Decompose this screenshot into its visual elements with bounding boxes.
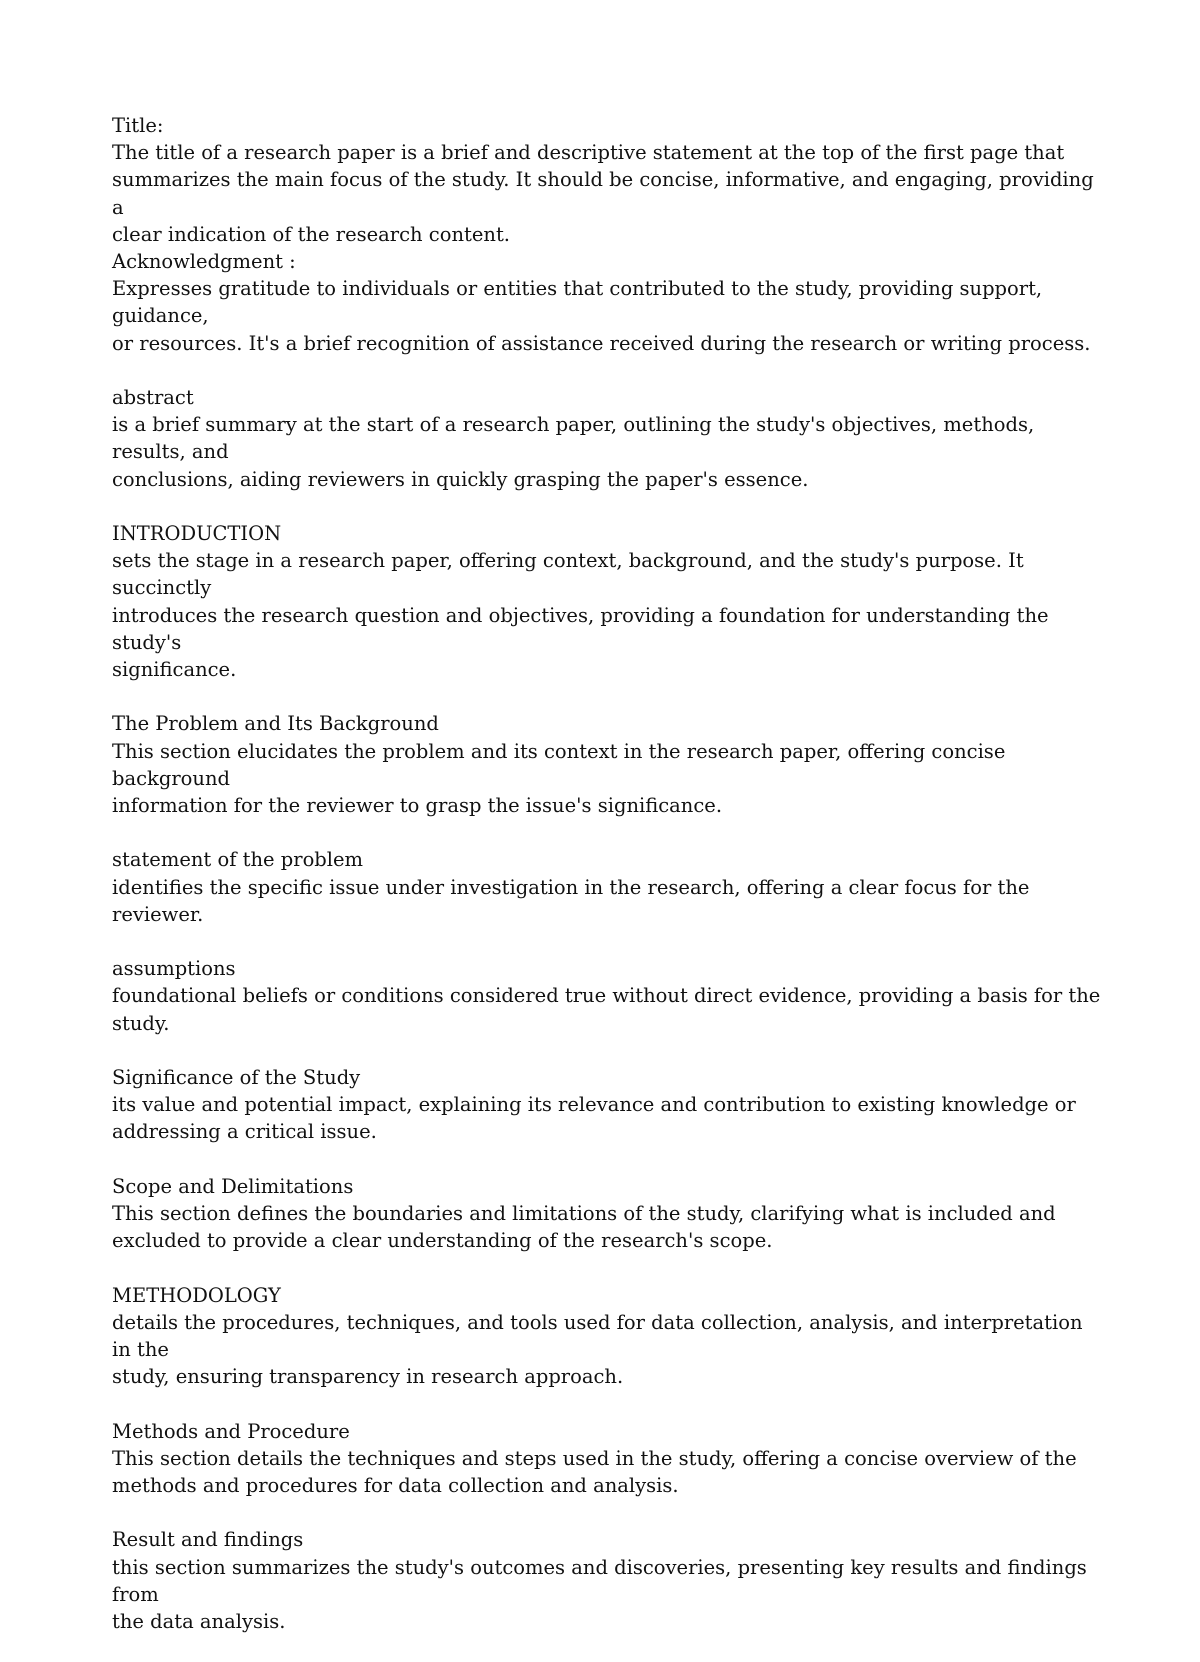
document-body (112, 112, 1102, 1662)
section-heading: Acknowledgment : (112, 250, 296, 274)
section-introduction (112, 520, 1102, 683)
section-text: This section elucidates the problem and its context in the research paper, offering concise background information for the reviewer to grasp the issue's significance. (112, 739, 1006, 818)
section-statement-of-problem (112, 846, 1102, 928)
section-heading: Scope and Delimitations (112, 1174, 354, 1198)
section-assumptions (112, 955, 1102, 1037)
section-text: foundational beliefs or conditions considered true without direct evidence, providing a basis for the study. (112, 984, 1101, 1035)
section-heading: Title: (112, 114, 164, 137)
section-methods-procedure (112, 1418, 1102, 1500)
section-text: this section summarizes the study's outcomes and discoveries, presenting key results and findings from the data analysis. (112, 1555, 1087, 1634)
section-text: its value and potential impact, explaining its relevance and contribution to existing knowledge or addressing a critical issue. (112, 1093, 1076, 1144)
section-abstract (112, 384, 1102, 493)
section-text: is a brief summary at the start of a research paper, outlining the study's objectives, methods, results, and conclusions, aiding reviewers in quickly grasping the paper's essence. (112, 413, 1035, 491)
section-text: This section defines the boundaries and limitations of the study, clarifying what is included and excluded to provide a clear understanding of the research's scope. (112, 1202, 1056, 1253)
section-text: The title of a research paper is a brief and descriptive statement at the top of the first page that summarizes the main focus of the study. It should be concise, informative, and engaging, providing a clear indication of the research content. (112, 141, 1094, 246)
section-heading: assumptions (112, 957, 236, 981)
section-heading: INTRODUCTION (112, 522, 282, 546)
section-title (112, 112, 1102, 248)
section-significance (112, 1064, 1102, 1146)
section-heading: Significance of the Study (112, 1066, 361, 1090)
section-text: sets the stage in a research paper, offering context, background, and the study's purpose. It succinctly introduces the research question and objectives, providing a foundation for understanding the study's significance. (112, 549, 1049, 682)
section-text: Expresses gratitude to individuals or entities that contributed to the study, providing support, guidance, or resources. It's a brief recognition of assistance received during the research or writing process. (112, 277, 1091, 355)
section-scope-delimitations (112, 1173, 1102, 1255)
section-text: details the procedures, techniques, and tools used for data collection, analysis, and interpretation in the study, ensuring transparency in research approach. (112, 1310, 1083, 1389)
section-acknowledgment (112, 248, 1102, 357)
section-methodology (112, 1282, 1102, 1391)
section-results-findings (112, 1526, 1102, 1635)
section-heading: abstract (112, 386, 194, 410)
section-heading: METHODOLOGY (112, 1283, 281, 1307)
section-heading: The Problem and Its Background (112, 712, 439, 736)
section-text: This section details the techniques and steps used in the study, offering a concise overview of the methods and procedures for data collection and analysis. (112, 1446, 1077, 1498)
section-heading: Methods and Procedure (112, 1419, 350, 1443)
section-problem-background (112, 710, 1102, 819)
section-heading: Result and findings (112, 1528, 304, 1552)
section-text: identifies the specific issue under investigation in the research, offering a clear focus for the reviewer. (112, 875, 1036, 926)
section-heading: statement of the problem (112, 848, 364, 872)
